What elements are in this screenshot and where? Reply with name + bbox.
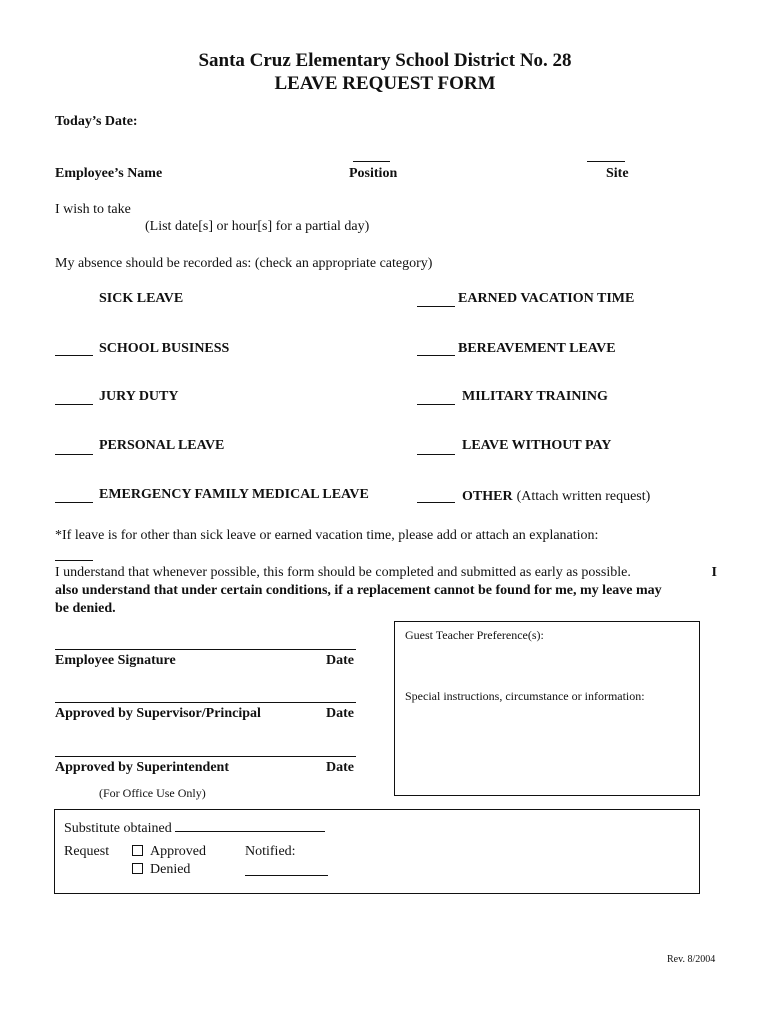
category-leave-without-pay: LEAVE WITHOUT PAY: [462, 438, 612, 453]
employee-name-label: Employee’s Name: [55, 166, 163, 181]
superintendent-date-label: Date: [326, 760, 354, 775]
guest-teacher-box[interactable]: [394, 621, 700, 796]
jury-duty-checkline[interactable]: [55, 404, 93, 405]
bereavement-checkline[interactable]: [417, 355, 455, 356]
category-emergency-family-medical: EMERGENCY FAMILY MEDICAL LEAVE: [99, 487, 369, 502]
category-personal-leave: PERSONAL LEAVE: [99, 438, 225, 453]
personal-leave-checkline[interactable]: [55, 454, 93, 455]
notified-label: Notified:: [245, 844, 296, 859]
category-school-business: SCHOOL BUSINESS: [99, 341, 230, 356]
other-note: (Attach written request): [516, 489, 651, 504]
dates-hint: (List date[s] or hour[s] for a partial day): [145, 219, 370, 234]
site-label: Site: [606, 166, 629, 181]
denied-option[interactable]: [132, 862, 190, 878]
approved-label: Approved: [150, 844, 206, 859]
request-label: Request: [64, 844, 110, 859]
explanation-note: *If leave is for other than sick leave or earned vacation time, please add or attach an explanation:: [55, 528, 599, 543]
employee-date-label: Date: [326, 653, 354, 668]
emergency-checkline[interactable]: [55, 502, 93, 503]
position-label: Position: [349, 166, 398, 181]
other-label: OTHER: [462, 489, 513, 504]
substitute-blank[interactable]: [175, 817, 325, 832]
superintendent-signature-line[interactable]: [55, 756, 356, 757]
todays-date-label: Today’s Date:: [55, 114, 138, 129]
military-training-checkline[interactable]: [417, 404, 455, 405]
understand-line1: I understand that whenever possible, this form should be completed and submitted as early as possible.: [55, 565, 631, 580]
leave-without-pay-checkline[interactable]: [417, 454, 455, 455]
approved-checkbox[interactable]: [132, 845, 143, 856]
special-instructions-label: Special instructions, circumstance or information:: [405, 689, 645, 703]
wish-to-take-label: I wish to take: [55, 202, 131, 217]
other-checkline[interactable]: [417, 502, 455, 503]
employee-signature-label: Employee Signature: [55, 653, 176, 668]
substitute-obtained: [64, 817, 325, 837]
school-business-checkline[interactable]: [55, 355, 93, 356]
denied-checkbox[interactable]: [132, 863, 143, 874]
employee-signature-line[interactable]: [55, 649, 356, 650]
position-blank[interactable]: [353, 161, 390, 162]
category-earned-vacation: EARNED VACATION TIME: [458, 291, 635, 306]
revision-label: Rev. 8/2004: [667, 954, 716, 965]
office-use-box: [54, 809, 700, 894]
substitute-label: Substitute obtained: [64, 821, 172, 836]
category-other: [462, 487, 650, 505]
district-title: Santa Cruz Elementary School District No. 28: [198, 50, 572, 71]
explanation-blank[interactable]: [55, 560, 93, 561]
denied-label: Denied: [150, 862, 191, 877]
understand-paragraph: [55, 564, 717, 618]
notified-blank[interactable]: [245, 875, 328, 876]
supervisor-date-label: Date: [326, 706, 354, 721]
office-use-label: (For Office Use Only): [99, 786, 206, 800]
superintendent-signature-label: Approved by Superintendent: [55, 760, 230, 775]
category-bereavement: BEREAVEMENT LEAVE: [458, 341, 616, 356]
category-sick-leave: SICK LEAVE: [99, 291, 184, 306]
form-title: LEAVE REQUEST FORM: [274, 73, 496, 94]
understand-line1-bold: I: [711, 565, 717, 580]
earned-vacation-checkline[interactable]: [417, 306, 455, 307]
record-as-label: My absence should be recorded as: (check an appropriate category): [55, 256, 433, 271]
supervisor-signature-line[interactable]: [55, 702, 356, 703]
guest-preference-label: Guest Teacher Preference(s):: [405, 628, 544, 642]
category-military-training: MILITARY TRAINING: [462, 389, 608, 404]
understand-line3: be denied.: [55, 601, 116, 616]
category-jury-duty: JURY DUTY: [99, 389, 179, 404]
approved-option[interactable]: [132, 844, 206, 860]
understand-line2: also understand that under certain conditions, if a replacement cannot be found for me, my leave may: [55, 583, 662, 598]
supervisor-signature-label: Approved by Supervisor/Principal: [55, 706, 261, 721]
site-blank[interactable]: [587, 161, 625, 162]
